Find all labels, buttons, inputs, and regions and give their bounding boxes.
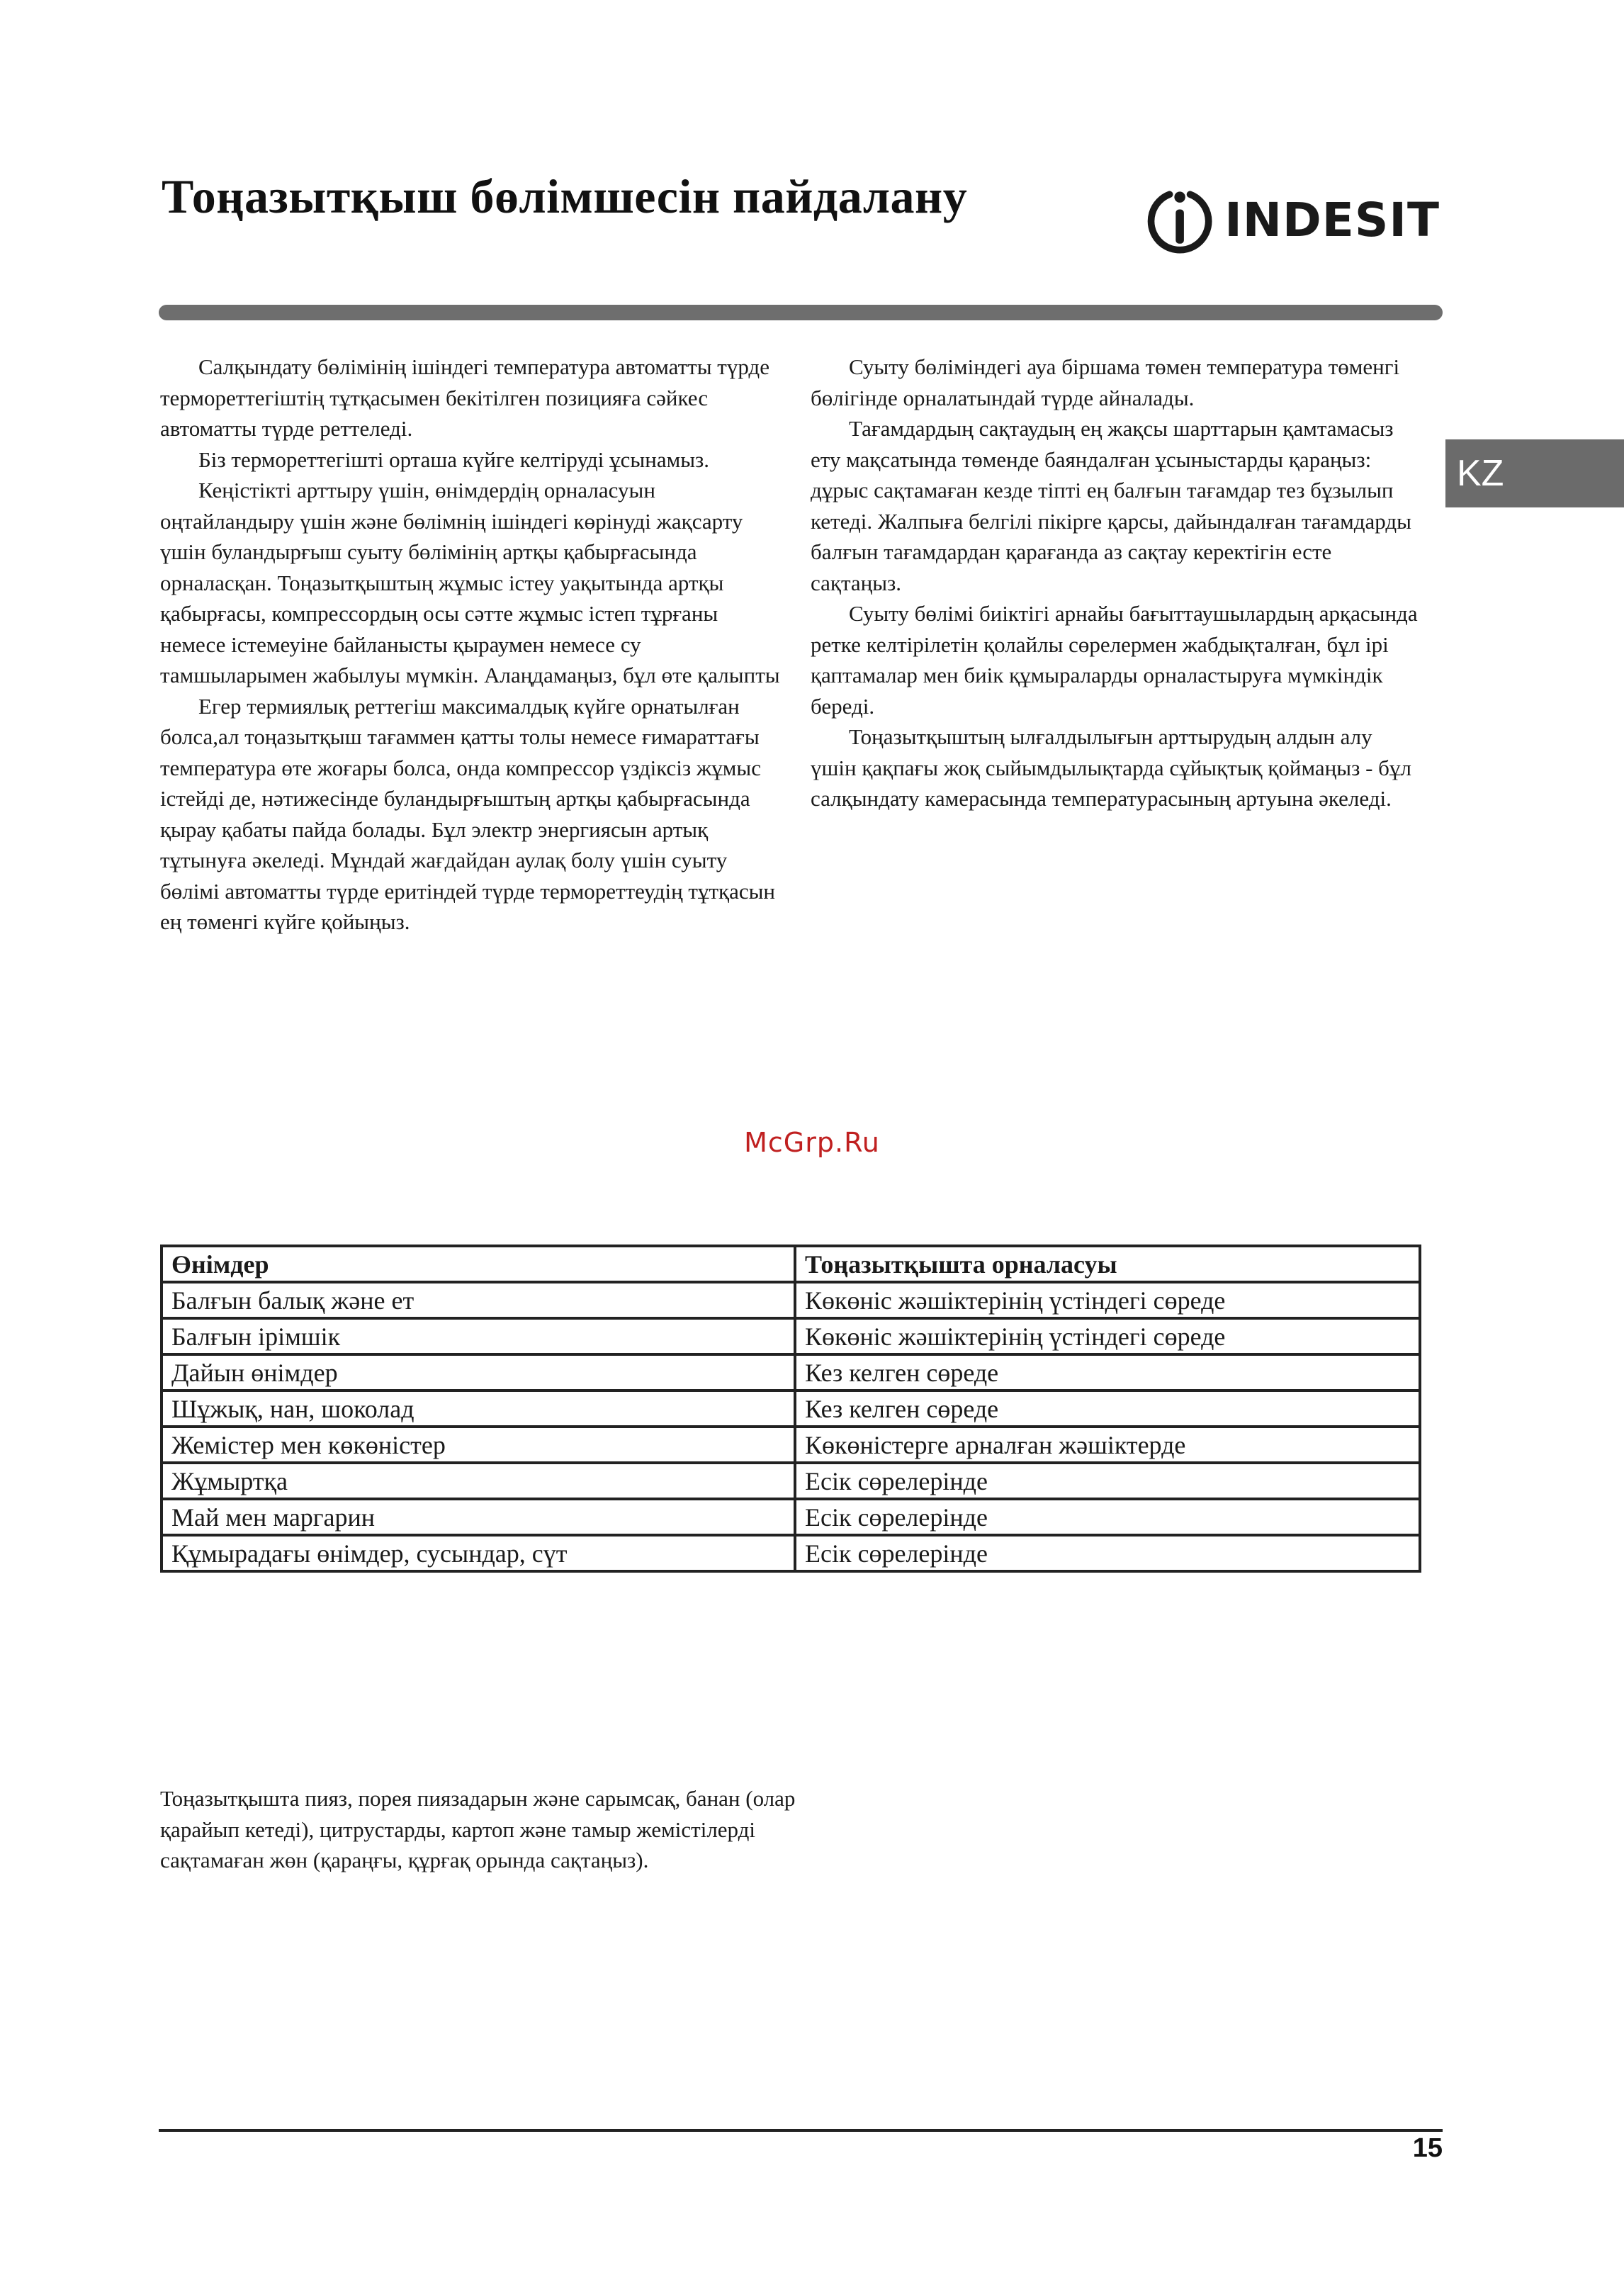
product-cell: Балғын ірімшік (162, 1318, 795, 1354)
footer-divider (159, 2129, 1443, 2132)
column-header-location: Тоңазытқышта орналасуы (795, 1246, 1420, 1282)
table-row (162, 1463, 1420, 1499)
table-row (162, 1535, 1420, 1571)
paragraph: Біз термореттегішті орташа күйге келтіруді ұсынамыз. (198, 446, 710, 472)
watermark: McGrp.Ru (744, 1127, 880, 1158)
product-cell: Шұжық, нан, шоколад (162, 1391, 795, 1427)
product-cell: Жемістер мен көкөністер (162, 1427, 795, 1463)
location-cell: Көкөніс жәшіктерінің үстіндегі сөреде (795, 1318, 1420, 1354)
paragraph: Тағамдардың сақтаудың ең жақсы шарттарын қамтамасыз ету мақсатында төменде баяндалған ұсыныстарды қараңыз: дұрыс сақтамаған кезде тіпті ең балғын тағамдар тез бұзылып кетеді. Жалпыға белгілі пікірге қарсы, дайындалған тағамдарды балғын тағамдардан қарағанда аз сақтау керектігін есте сақтаңыз. (811, 416, 1411, 595)
location-cell: Есік сөрелерінде (795, 1535, 1420, 1571)
product-cell: Жұмыртқа (162, 1463, 795, 1499)
indesit-logo (1142, 177, 1440, 262)
paragraph: Кеңістікті арттыру үшін, өнімдердің орналасуын оңтайландыру үшін және бөлімнің ішіндегі көрінуді жақсарту үшін буландырғыш суыту бөлімінің артқы қабырғасында орналасқан. Тоңазытқыштың жұмыс істеу уақытында артқы қабырғасы, компрессордың осы сәтте жұмыс істеп тұрғаны немесе істемеуіне байланысты қыраумен немесе су тамшыларымен жабылуы мүмкін. Алаңдамаңыз, бұл өте қалыпты (160, 478, 780, 687)
paragraph: Салқындату бөлімінің ішіндегі температура автоматты түрде термореттегіштің тұтқасымен бекітілген позицияға сәйкес автоматты түрде реттеледі. (160, 354, 769, 441)
language-tab-kz: KZ (1445, 439, 1624, 507)
location-cell: Есік сөрелерінде (795, 1499, 1420, 1535)
table-row (162, 1282, 1420, 1318)
location-cell: Көкөніс жәшіктерінің үстіндегі сөреде (795, 1282, 1420, 1318)
product-cell: Балғын балық және ет (162, 1282, 795, 1318)
location-cell: Кез келген сөреде (795, 1391, 1420, 1427)
product-cell: Май мен маргарин (162, 1499, 795, 1535)
storage-table (160, 1245, 1421, 1573)
product-cell: Дайын өнімдер (162, 1354, 795, 1391)
page-number: 15 (1412, 2133, 1443, 2163)
location-cell: Көкөністерге арналған жәшіктерде (795, 1427, 1420, 1463)
location-cell: Кез келген сөреде (795, 1354, 1420, 1391)
table-row (162, 1354, 1420, 1391)
page-title: Тоңазытқыш бөлімшесін пайдалану (162, 169, 968, 223)
column-header-products: Өнімдер (162, 1246, 795, 1282)
table-row (162, 1427, 1420, 1463)
location-cell: Есік сөрелерінде (795, 1463, 1420, 1499)
indesit-logo-icon (1142, 181, 1217, 259)
paragraph: Суыту бөлімі биіктігі арнайы бағыттаушылардың арқасында ретке келтірілетін қолайлы сөрелермен жабдықталған, бұл ірі қаптамалар мен биік құмыраларды орналастыруға мүмкіндік береді. (811, 601, 1418, 719)
right-text-column (811, 352, 1420, 814)
table-row (162, 1318, 1420, 1354)
table-row (162, 1499, 1420, 1535)
header-divider (159, 305, 1443, 320)
table-row (162, 1391, 1420, 1427)
product-cell: Құмырадағы өнімдер, сусындар, сүт (162, 1535, 795, 1571)
brand-name: INDESIT (1224, 192, 1440, 247)
storage-note: Тоңазытқышта пияз, порея пиязадарын және сарымсақ, банан (олар қарайып кетеді), цитрустарды, картоп және тамыр жемістілерді сақтамаған жөн (қараңғы, құрғақ орында сақтаңыз). (160, 1786, 796, 1872)
left-text-column (160, 352, 784, 938)
paragraph: Егер термиялық реттегіш максималдық күйге орнатылған болса,ал тоңазытқыш тағаммен қатты толы немесе ғимараттағы температура өте жоғары болса, онда компрессор үздіксіз жұмыс істейді де, нәтижесінде буландырғыштың артқы қабырғасында қырау қабаты пайда болады. Бұл электр энергиясын артық тұтынуға әкеледі. Мұндай жағдайдан аулақ болу үшін суыту бөлімі автоматты түрде еритіндей түрде термореттеудің тұтқасын ең төменгі күйге қойыңыз. (160, 693, 776, 934)
table-header-row (162, 1246, 1420, 1282)
paragraph: Суыту бөліміндегі ауа біршама төмен температура төменгі бөлігінде орналатындай түрде айналады. (811, 354, 1400, 410)
paragraph: Тоңазытқыштың ылғалдылығын арттырудың алдын алу үшін қақпағы жоқ сыйымдылықтарда сұйықтық қоймаңыз - бұл салқындату камерасында температурасының артуына әкеледі. (811, 724, 1411, 811)
